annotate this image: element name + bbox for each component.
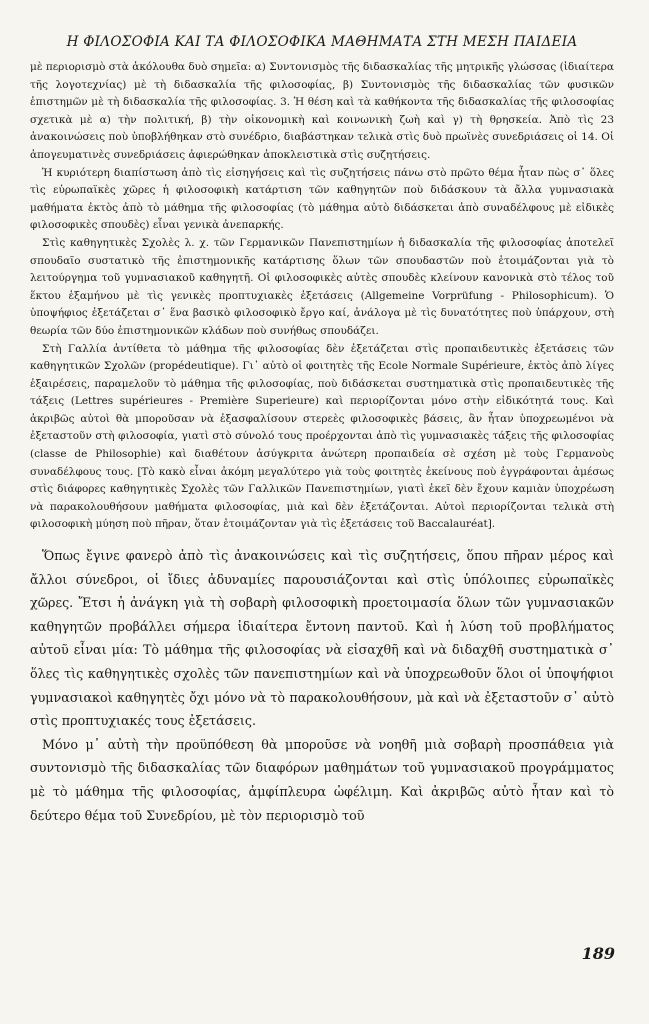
paragraph: Ἡ κυριότερη διαπίστωση ἀπὸ τὶς εἰσηγήσεις καὶ τὶς συζητήσεις πάνω στὸ πρῶτο θέμα ἦταν πὼς σ᾽ ὅλες τὶς εὐρωπαϊκὲς χῶρες ἡ φιλοσοφικὴ κατάρτιση τῶν καθηγητῶν ποὺ διδάσκουν τὰ ἄλλα γυμνασιακὰ μαθήματα ἐκτὸς ἀπὸ τὸ μάθημα τῆς φιλοσοφίας (τὸ μάθημα αὐτὸ διδάσκεται ἀπὸ συναδέλφους μὲ εἰδικὲς φιλοσοφικὲς σπουδὲς) εἶναι γενικὰ ἀνεπαρκής.	[30, 166, 614, 232]
book-page	[30, 34, 614, 827]
paragraph: Μόνο μ᾽ αὐτὴ τὴν προϋπόθεση θὰ μποροῦσε νὰ νοηθῆ μιὰ σοβαρὴ προσπάθεια γιὰ συντονισμὸ τῆς διδασκαλίας τῶν διαφόρων μαθημάτων τοῦ γυμνασιακοῦ προγράμματος μὲ τὸ μάθημα τῆς φιλοσοφίας, ἀμφίπλευρα ὠφέλιμη. Καὶ ἀκριβῶς αὐτὸ ἦταν καὶ τὸ δεύτερο θέμα τοῦ Συνεδρίου, μὲ τὸν περιορισμὸ τοῦ	[30, 736, 614, 823]
page-number: 189	[581, 944, 615, 963]
paragraph: Ὅπως ἔγινε φανερὸ ἀπὸ τὶς ἀνακοινώσεις καὶ τὶς συζητήσεις, ὅπου πῆραν μέρος καὶ ἄλλοι σύνεδροι, οἱ ἴδιες ἀδυναμίες παρουσιάζονται καὶ στὶς ὑπόλοιπες εὐρωπαϊκὲς χῶρες. Ἔτσι ἡ ἀνάγκη γιὰ τὴ σοβαρὴ φιλοσοφικὴ προετοιμασία ὅλων τῶν γυμνασιακῶν καθηγητῶν προβάλλει σήμερα ἰδιαίτερα ἔντονη παντοῦ. Καὶ ἡ λύση τοῦ προβλήματος αὐτοῦ εἶναι μία: Τὸ μάθημα τῆς φιλοσοφίας νὰ εἰσαχθῆ καὶ νὰ διδαχθῆ συστηματικὰ σ᾽ ὅλες τὶς καθηγητικὲς σχολὲς τῶν πανεπιστημίων καὶ νὰ ὑποχρεωθοῦν ὅλοι οἱ ὑποψήφιοι γυμνασιακοὶ καθηγητὲς ὄχι μόνο νὰ τὸ παρακολουθήσουν, μὰ καὶ νὰ ἐξεταστοῦν σ᾽ αὐτὸ στὶς προπτυχιακές τους ἐξετάσεις.	[30, 548, 614, 729]
paragraph: Στὶς καθηγητικὲς Σχολὲς λ. χ. τῶν Γερμανικῶν Πανεπιστημίων ἡ διδασκαλία τῆς φιλοσοφίας ἀποτελεῖ σπουδαῖο συστατικὸ τῆς ἐπιστημονικῆς κατάρτισης ὅλων τῶν σπουδαστῶν ποὺ ἑτοιμάζονται γιὰ τὸ λειτούργημα τοῦ γυμνασιακοῦ καθηγητῆ. Οἱ φιλοσοφικὲς αὐτὲς σπουδὲς κλείνουν κανονικὰ στὸ τέλος τοῦ ἕκτου ἑξαμήνου μὲ τὶς γενικὲς προπτυχιακὲς ἐξετάσεις (Allgemeine Vorprüfung - Philosophicum). Ὁ ὑποψήφιος ἐξετάζεται σ᾽ ἕνα βασικὸ φιλοσοφικὸ ἔργο καί, ἀνάλογα μὲ τὶς δυνατότητες ποὺ ὑπάρχουν, στὴ θεωρία τῶν δύο ἐπιστημονικῶν κλάδων ποὺ συνήθως σπουδάζει.	[30, 236, 614, 337]
paragraph: μὲ περιορισμὸ στὰ ἀκόλουθα δυὸ σημεῖα: α) Συντονισμὸς τῆς διδασκαλίας τῆς μητρικῆς γλώσσας (ἰδιαίτερα τῆς λογοτεχνίας) μὲ τὴ διδασκαλία τῆς φιλοσοφίας, β) Συντονισμὸς τῆς διδασκαλίας τῶν φυσικῶν ἐπιστημῶν μὲ τὴ διδασκαλία τῆς φιλοσοφίας. 3. Ἡ θέση καὶ τὰ καθήκοντα τῆς διδασκαλίας τῆς φιλοσοφίας σχετικὰ μὲ α) τὴν πολιτική, β) τὴν οἰκονομικὴ καὶ κοινωνικὴ ζωὴ καὶ γ) τὴ θρησκεία. Ἀπὸ τὶς 23 ἀνακοινώσεις ποὺ ὑποβλήθηκαν στὸ συνέδριο, διαβάστηκαν τελικὰ στὶς δυὸ πρωϊνὲς συνεδριάσεις οἱ 14. Οἱ ἀπογευματινὲς συνεδριάσεις ἀφιερώθηκαν ἀποκλειστικὰ στὶς συζητήσεις.	[30, 61, 614, 161]
running-header: Η ΦΙΛΟΣΟΦΙΑ ΚΑΙ ΤΑ ΦΙΛΟΣΟΦΙΚΑ ΜΑΘΗΜΑΤΑ ΣΤΗ ΜΕΣΗ ΠΑΙΔΕΙΑ	[66, 34, 578, 50]
paragraph: Στὴ Γαλλία ἀντίθετα τὸ μάθημα τῆς φιλοσοφίας δὲν ἐξετάζεται στὶς προπαιδευτικὲς ἐξετάσεις τῶν καθηγητικῶν Σχολῶν (propédeutique). Γι᾽ αὐτὸ οἱ φοιτητὲς τῆς Ecole Normale Supérieure, ἐκτὸς ἀπὸ λίγες ἐξαιρέσεις, παραμελοῦν τὸ μάθημα τῆς φιλοσοφίας, ποὺ διδάσκεται συστηματικὰ στὶς προπαιδευτικὲς τῆς τάξεις (Lettres supérieures - Première Superieure) καὶ περιορίζονται μόνο στὴν εἰδικότητά τους. Καὶ ἀκριβῶς αὐτοὶ θὰ μποροῦσαν νὰ ἐξασφαλίσουν στερεὲς φιλοσοφικὲς βάσεις, ἂν ἦταν ὑποχρεωμένοι νὰ ἐξεταστοῦν στὴ φιλοσοφία, γιατὶ στὸ σύνολό τους προέρχονται ἀπὸ τὶς γυμνασιακὲς τάξεις τῆς φιλοσοφίας (classe de Philosophie) καὶ διαθέτουν ἀσύγκριτα ἀνώτερη προπαιδεία σὲ σχέση μὲ τοὺς Γερμανοὺς συναδέλφους τους. [Τὸ κακὸ εἶναι ἀκόμη μεγαλύτερο γιὰ τοὺς φοιτητὲς ἐκείνους ποὺ ἐγγράφονται ἀμέσως στὶς διάφορες καθηγητικὲς Σχολὲς τῶν Γαλλικῶν Πανεπιστημίων, γιατὶ ἐκεῖ δὲν ἔχουν καμιὰν ὑποχρέωση νὰ παρακολουθήσουν μαθήματα φιλοσοφίας, μιὰ καὶ δὲν ἐξετάζονται. Αὐτοὶ περιορίζονται τελικὰ στὴ φιλοσοφικὴ μύηση ποὺ πῆραν, ὅταν ἑτοιμάζονταν γιὰ τὶς ἐξετάσεις τοῦ Baccalauréat].	[30, 342, 614, 531]
small-print-section	[30, 59, 614, 534]
main-text-section	[30, 544, 614, 827]
